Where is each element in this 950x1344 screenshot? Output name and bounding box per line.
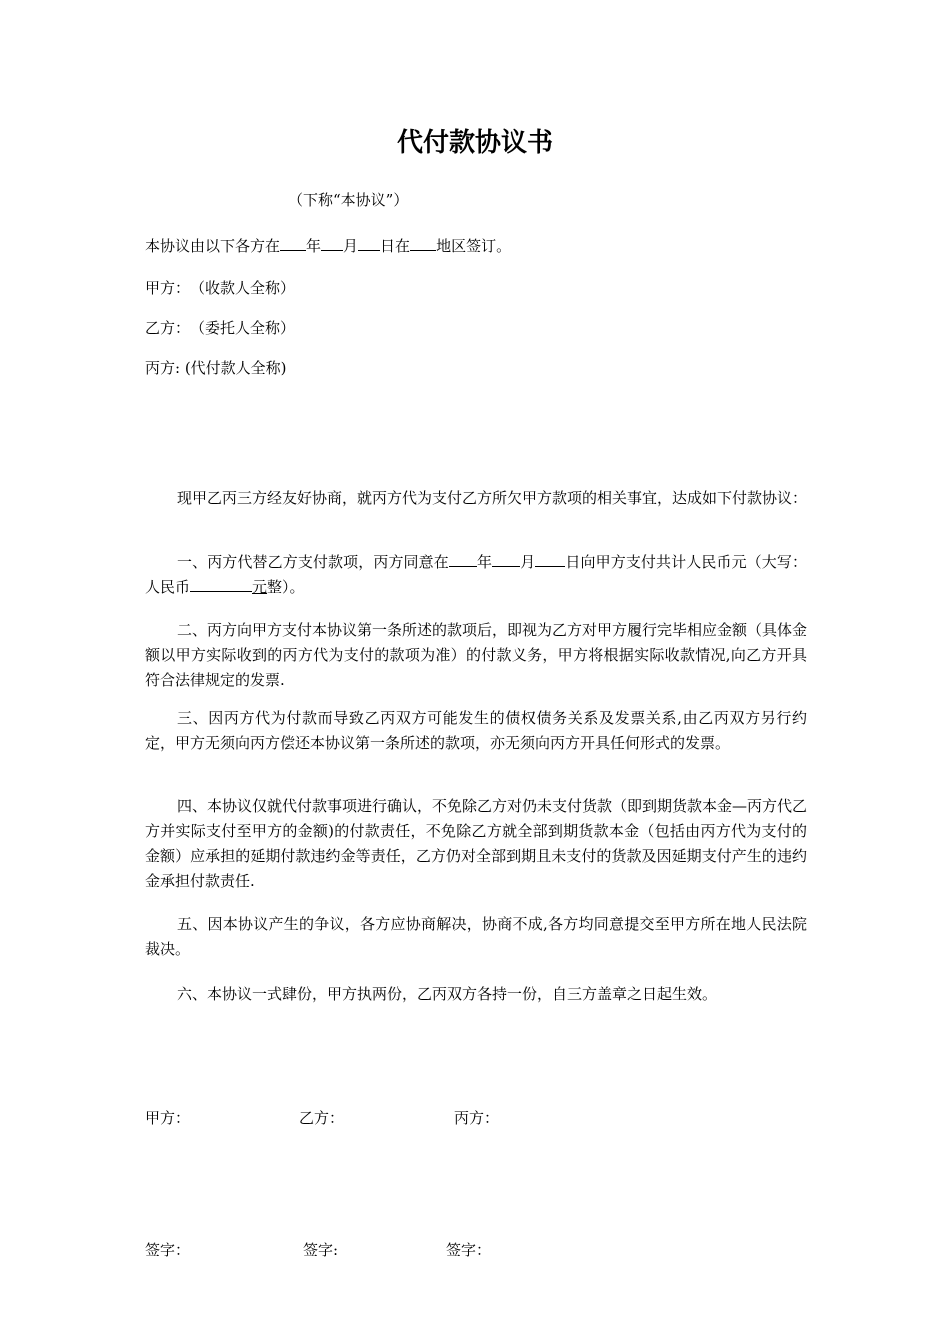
clause-1-text-f: 元: [252, 578, 268, 596]
clause-1-text-a: 一、丙方代替乙方支付款项，丙方同意在: [177, 553, 449, 571]
blank-year: [280, 234, 306, 251]
sign-label-b: 签字:: [303, 1241, 339, 1259]
intro-text-d: 日在: [380, 237, 411, 255]
clause-3: 三、因丙方代为付款而导致乙丙双方可能发生的债权债务关系及发票关系,由乙丙双方另行约定，甲方无须向丙方偿还本协议第一条所述的款项，亦无须向丙方开具任何形式的发票。: [145, 709, 807, 752]
intro-text-e: 地区签订。: [436, 237, 512, 255]
sign-label-c: 签字：: [446, 1241, 492, 1259]
clause-1-text-c: 月: [520, 553, 536, 571]
clause-1: [145, 550, 807, 600]
intro-text-a: 本协议由以下各方在: [145, 237, 281, 255]
clause-1-text-g: 整）。: [267, 578, 305, 596]
blank-year: [449, 550, 477, 567]
clause-1-text-b: 年: [476, 553, 493, 571]
blank-month: [492, 550, 520, 567]
party-b-line: 乙方： （委托人全称）: [145, 319, 296, 337]
clause-4: 四、本协议仅就代付款事项进行确认，不免除乙方对仍未支付货款（即到期货款本金—丙方代乙方并实际支付至甲方的金额)的付款责任，不免除乙方就全部到期货款本金（包括由丙方代为支付的金额）应承担的延期付款违约金等责任，乙方仍对全部到期且未支付的货款及因延期支付产生的违约金承担付款责任.: [145, 797, 808, 890]
party-c-line: 丙方: (代付款人全称): [145, 359, 287, 377]
document-title: 代付款协议书: [396, 128, 553, 158]
blank-day: [535, 550, 565, 567]
party-a-line: 甲方： （收款人全称）: [145, 279, 296, 297]
clause-5: 五、因本协议产生的争议，各方应协商解决，协商不成,各方均同意提交至甲方所在地人民法院裁决。: [145, 915, 807, 958]
intro-text-b: 年: [306, 237, 322, 255]
sign-label-a: 签字：: [145, 1241, 191, 1259]
signature-party-b: 乙方：: [299, 1109, 345, 1127]
blank-day: [358, 234, 380, 251]
clause-1-text-e: 元（大写：人民币: [145, 553, 807, 596]
subtitle: （下称“本协议”）: [288, 191, 409, 209]
clause-2: 二、丙方向甲方支付本协议第一条所述的款项后，即视为乙方对甲方履行完毕相应金额（具体金额以甲方实际收到的丙方代为支付的款项为准）的付款义务，甲方将根据实际收款情况,向乙方开具符合法律规定的发票.: [145, 621, 808, 689]
blank-month: [321, 234, 343, 251]
intro-line: [145, 234, 511, 256]
preamble: 现甲乙丙三方经友好协商，就丙方代为支付乙方所欠甲方款项的相关事宜，达成如下付款协议：: [177, 489, 808, 507]
blank-amount: [190, 575, 252, 592]
blank-region: [410, 234, 436, 251]
intro-text-c: 月: [343, 237, 359, 255]
signature-party-a: 甲方：: [145, 1109, 191, 1127]
signature-party-c: 丙方：: [454, 1109, 500, 1127]
clause-6: 六、本协议一式肆份，甲方执两份，乙丙双方各持一份，自三方盖章之日起生效。: [177, 985, 718, 1003]
clause-1-text-d: 日向甲方支付共计人民币: [565, 553, 732, 571]
